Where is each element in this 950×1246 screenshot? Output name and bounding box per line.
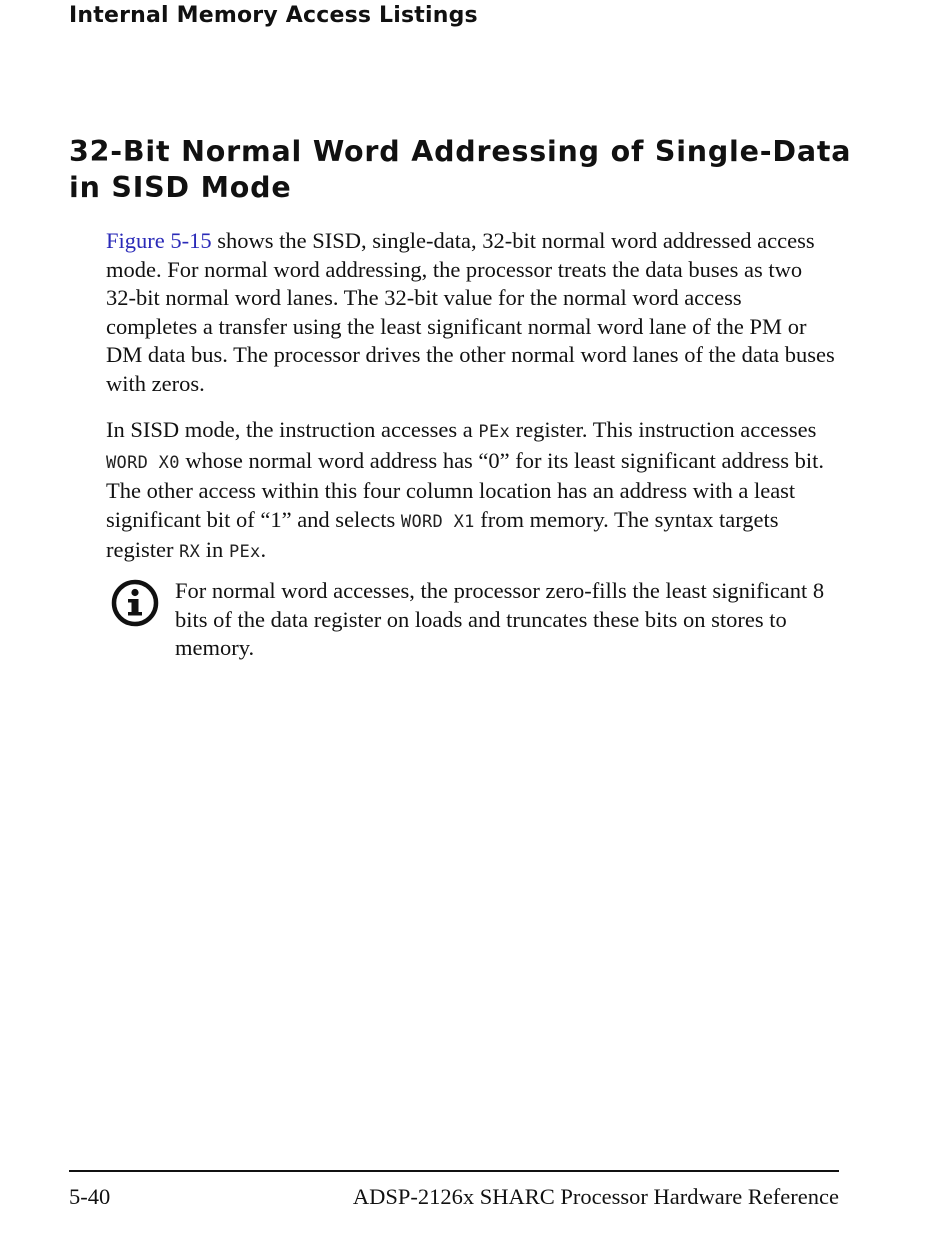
paragraph-text: in [200, 537, 229, 562]
note-text: For normal word accesses, the processor zero-fills the least significant 8 bits of the data register on loads and truncates these bits on stores to memory. [175, 578, 825, 660]
code-word-x1: WORD X1 [400, 511, 475, 532]
paragraph-text: from memory. The syntax targets register [106, 506, 779, 562]
paragraph-text: shows the SISD, single-data, 32-bit normal word addressed access mode. For normal word addressing, the processor treats the data buses as two 32-bit normal word lanes. The 32-bit value for the normal word access completes a transfer using the least significant normal word lane of the PM or DM data bus. The processor drives the other normal word lanes of the data buses with zeros. [106, 228, 835, 396]
paragraph-sisd-mode [106, 416, 836, 567]
paragraph-figure-description [106, 227, 836, 398]
paragraph-text: . [260, 537, 267, 562]
page-number: 5-40 [69, 1184, 111, 1209]
paragraph-text: register. This instruction accesses [510, 417, 817, 442]
paragraph-text: In SISD mode, the instruction accesses a [106, 417, 479, 442]
code-register-pex: PEx [228, 542, 261, 562]
info-icon [110, 578, 160, 628]
paragraph-text: whose normal word address has “0” for its least significant address bit. The other access within this four column location has an address with a least significant bit of “1” and selects [106, 447, 824, 532]
code-word-x0: WORD X0 [106, 452, 180, 473]
section-title: 32-Bit Normal Word Addressing of Single-Data in SISD Mode [69, 135, 852, 204]
figure-link[interactable]: Figure 5-15 [106, 228, 212, 253]
footer-divider [69, 1170, 839, 1172]
code-register-pex: PEx [478, 422, 511, 442]
code-register-rx: RX [179, 542, 201, 562]
book-title: ADSP-2126x SHARC Processor Hardware Reference [352, 1184, 839, 1209]
running-header: Internal Memory Access Listings [69, 3, 478, 28]
